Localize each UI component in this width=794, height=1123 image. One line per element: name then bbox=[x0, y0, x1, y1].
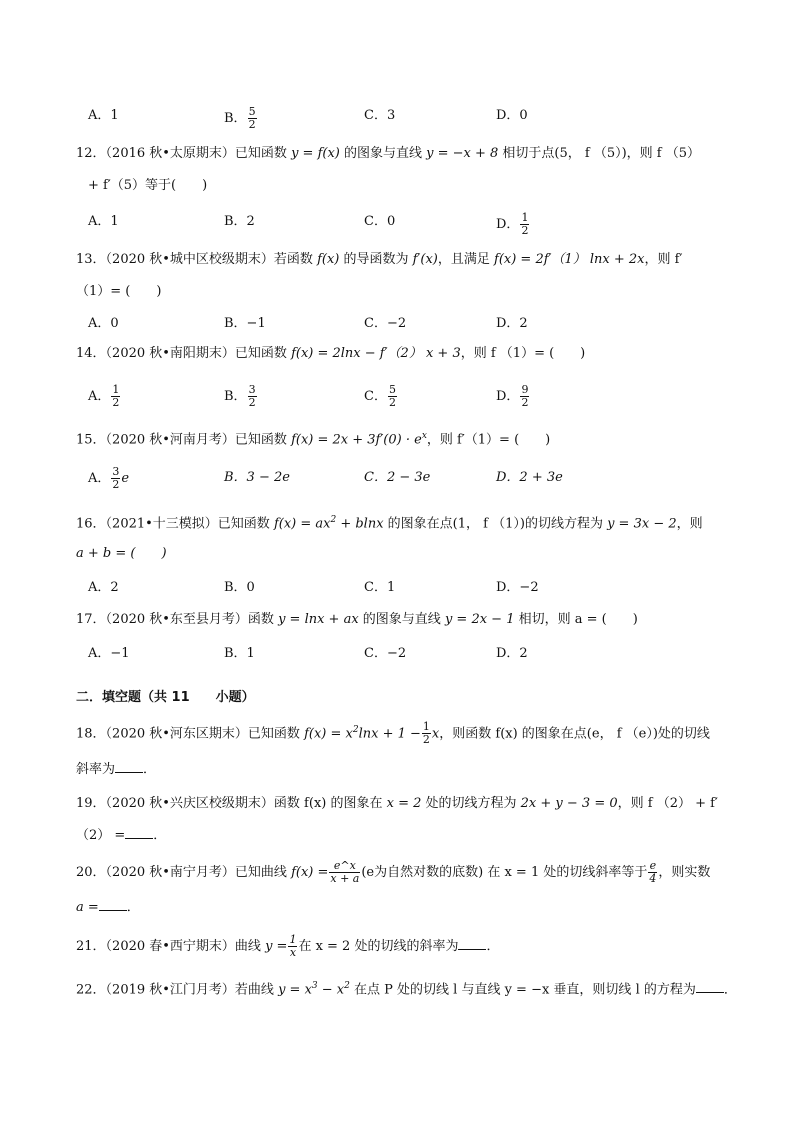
q17-stem bbox=[76, 610, 638, 630]
q15-option-a[interactable] bbox=[88, 466, 129, 491]
math: y = x bbox=[278, 982, 312, 998]
q13-stem-line2: （1）= ( ) bbox=[76, 284, 162, 299]
math: y = f(x) bbox=[291, 146, 340, 161]
fraction bbox=[111, 466, 120, 491]
text: ． bbox=[153, 828, 167, 843]
q17-option-a[interactable]: A．−1 bbox=[88, 646, 130, 661]
text: 在点 P 处的切线 l 与直线 y = −x 垂直，则切线 l 的方程为 bbox=[349, 982, 696, 998]
text: 处的切线方程为 bbox=[421, 796, 521, 811]
q11-option-b-fraction bbox=[248, 106, 257, 131]
superscript: 3 bbox=[311, 981, 318, 991]
math: f(x) bbox=[317, 252, 340, 267]
q15-option-b[interactable]: B．3 − 2e bbox=[224, 470, 290, 485]
q12-option-b[interactable]: B．2 bbox=[224, 214, 255, 229]
text: ． bbox=[126, 900, 140, 915]
q16-option-b[interactable]: B．0 bbox=[224, 580, 255, 595]
frac-den: 2 bbox=[248, 396, 256, 409]
q14-stem bbox=[76, 344, 585, 364]
q12-option-d-label: D． bbox=[496, 217, 520, 232]
q13-option-c[interactable]: C．−2 bbox=[364, 316, 407, 331]
q17-option-d[interactable]: D．2 bbox=[496, 646, 528, 661]
text: 18．（2020 秋•河东区期末）已知函数 bbox=[76, 726, 305, 742]
q11-option-d[interactable]: D．0 bbox=[496, 108, 528, 123]
fraction bbox=[422, 721, 431, 746]
text: ，则 f′（1）= ( ) bbox=[426, 432, 551, 448]
fraction bbox=[329, 860, 360, 885]
math: x = 2 bbox=[386, 796, 422, 811]
text: 15．（2020 秋•河南月考）已知函数 bbox=[76, 432, 292, 448]
q12-option-c[interactable]: C．0 bbox=[364, 214, 396, 229]
math: x bbox=[431, 726, 440, 742]
q12-option-d[interactable] bbox=[496, 212, 530, 237]
frac-num: 5 bbox=[388, 383, 396, 396]
text: ． bbox=[486, 939, 500, 954]
q16-option-d[interactable]: D．−2 bbox=[496, 580, 539, 595]
answer-blank[interactable] bbox=[115, 760, 143, 773]
math: y = bbox=[265, 939, 288, 954]
math: f(x) = 2x + 3f′(0) · e bbox=[291, 432, 422, 448]
math: f(x) = bbox=[291, 865, 329, 880]
fraction bbox=[520, 384, 529, 409]
text: ． bbox=[723, 982, 737, 998]
label: B． bbox=[224, 389, 247, 404]
q12-stem-line1 bbox=[76, 144, 700, 164]
q22-stem bbox=[76, 976, 737, 1000]
q11-option-a[interactable]: A．1 bbox=[88, 108, 119, 123]
answer-blank[interactable] bbox=[458, 937, 486, 950]
frac-num: 1 bbox=[289, 933, 297, 946]
section-title-fill-in: 二．填空题（共 11 小题） bbox=[76, 690, 255, 705]
math: + blnx bbox=[336, 516, 384, 532]
text: 17．（2020 秋•东至县月考）函数 bbox=[76, 612, 279, 627]
superscript: 2 bbox=[330, 515, 337, 525]
text: （2） = bbox=[76, 828, 126, 843]
text: ，则 bbox=[676, 516, 703, 532]
q15-option-d[interactable]: D．2 + 3e bbox=[496, 470, 563, 485]
label: A． bbox=[88, 389, 111, 404]
superscript: 2 bbox=[344, 981, 350, 991]
text: 22．（2019 秋•江门月考）若曲线 bbox=[76, 982, 279, 998]
q16-option-c[interactable]: C．1 bbox=[364, 580, 396, 595]
math: y = −x + 8 bbox=[426, 146, 499, 161]
label: A． bbox=[88, 471, 111, 486]
q17-option-c[interactable]: C．−2 bbox=[364, 646, 407, 661]
q16-option-a[interactable]: A．2 bbox=[88, 580, 119, 595]
math: e bbox=[121, 471, 130, 486]
math: 2x + y − 3 = 0 bbox=[520, 796, 618, 811]
text: ，且满足 bbox=[437, 252, 495, 267]
text: 的图象与直线 bbox=[339, 146, 427, 161]
text: (e为自然对数的底数) 在 x = 1 处的切线斜率等于 bbox=[361, 865, 648, 880]
text: 21．（2020 春•西宁期末）曲线 bbox=[76, 939, 266, 954]
frac-num: 1 bbox=[521, 211, 529, 224]
math: y = 2x − 1 bbox=[444, 612, 515, 627]
fraction bbox=[648, 860, 657, 885]
q19-stem-line2 bbox=[76, 826, 166, 846]
q18-stem-line2 bbox=[76, 760, 156, 780]
frac-den: 2 bbox=[112, 396, 120, 409]
q16-stem-line2: a + b = ( ) bbox=[76, 546, 167, 561]
text: ，则 f （2） + f′ bbox=[617, 796, 718, 811]
text: ，则 f′ bbox=[644, 252, 683, 267]
math: f(x) = x bbox=[304, 726, 353, 742]
text: 相切于点(5， f （5）)，则 f （5） bbox=[498, 146, 701, 161]
text: 16．（2021•十三模拟）已知函数 bbox=[76, 516, 274, 532]
text: 19．（2020 秋•兴庆区校级期末）函数 f(x) 的图象在 bbox=[76, 796, 387, 811]
frac-den: x bbox=[289, 946, 297, 959]
text: 12．（2016 秋•太原期末）已知函数 bbox=[76, 146, 292, 161]
math: y = lnx + ax bbox=[278, 612, 359, 627]
q11-option-b-label: B． bbox=[224, 111, 247, 126]
q12-stem-line2: + f′（5）等于( ) bbox=[88, 178, 208, 193]
q13-option-a[interactable]: A．0 bbox=[88, 316, 119, 331]
frac-num: 5 bbox=[248, 105, 256, 118]
q16-stem-line1 bbox=[76, 510, 703, 534]
q14-option-b[interactable] bbox=[224, 384, 258, 409]
math: f(x) = 2f′（1） lnx + 2x bbox=[494, 252, 645, 267]
fraction bbox=[288, 934, 297, 959]
math: y = 3x − 2 bbox=[607, 516, 677, 532]
frac-num: 3 bbox=[248, 383, 256, 396]
q14-option-d[interactable] bbox=[496, 384, 530, 409]
frac-den: 2 bbox=[388, 396, 396, 409]
frac-den: 4 bbox=[649, 872, 657, 885]
text: 的图象在点(1， f （1）)的切线方程为 bbox=[383, 516, 608, 532]
frac-den: 2 bbox=[521, 396, 529, 409]
q18-stem-line1 bbox=[76, 720, 710, 746]
label: C． bbox=[364, 389, 387, 404]
q15-stem bbox=[76, 426, 550, 450]
frac-num: 1 bbox=[112, 383, 120, 396]
q13-option-b[interactable]: B．−1 bbox=[224, 316, 266, 331]
text: 14．（2020 秋•南阳期末）已知函数 bbox=[76, 346, 292, 361]
text: ，则 f （1）= ( ) bbox=[460, 346, 586, 361]
q13-option-d[interactable]: D．2 bbox=[496, 316, 528, 331]
answer-blank[interactable] bbox=[99, 898, 127, 911]
math: − x bbox=[317, 982, 345, 998]
text: 相切，则 a = ( ) bbox=[514, 612, 638, 627]
text: ，则函数 f(x) 的图象在点(e， f （e）)处的切线 bbox=[439, 726, 710, 742]
q20-stem-line1 bbox=[76, 860, 710, 885]
q12-option-a[interactable]: A．1 bbox=[88, 214, 119, 229]
frac-num: 3 bbox=[112, 465, 120, 478]
q12-option-d-fraction bbox=[520, 212, 529, 237]
q20-stem-line2 bbox=[76, 898, 140, 918]
text: ． bbox=[143, 762, 157, 777]
answer-blank[interactable] bbox=[696, 980, 724, 993]
text: 在 x = 2 处的切线的斜率为 bbox=[298, 939, 459, 954]
text: 斜率为 bbox=[76, 762, 116, 777]
frac-den: 2 bbox=[248, 118, 256, 131]
q11-option-b[interactable] bbox=[224, 106, 258, 131]
frac-den: 2 bbox=[112, 478, 120, 491]
frac-den: 2 bbox=[521, 224, 529, 237]
q14-option-c[interactable] bbox=[364, 384, 398, 409]
frac-den: 2 bbox=[422, 733, 430, 747]
text: 的图象与直线 bbox=[358, 612, 445, 627]
text: 20．（2020 秋•南宁月考）已知曲线 bbox=[76, 865, 292, 880]
math: a = bbox=[76, 900, 99, 915]
text: ，则实数 bbox=[658, 865, 711, 880]
fraction bbox=[388, 384, 397, 409]
text: 13．（2020 秋•城中区校级期末）若函数 bbox=[76, 252, 318, 267]
fraction bbox=[111, 384, 120, 409]
q13-stem-line1 bbox=[76, 250, 682, 270]
frac-num: e^x bbox=[329, 860, 360, 873]
math: f(x) = ax bbox=[273, 516, 331, 532]
q15-option-c[interactable]: C．2 − 3e bbox=[364, 470, 431, 485]
frac-num: 1 bbox=[422, 720, 430, 734]
q14-option-a[interactable] bbox=[88, 384, 121, 409]
q11-option-c[interactable]: C．3 bbox=[364, 108, 396, 123]
answer-blank[interactable] bbox=[125, 826, 153, 839]
q21-stem bbox=[76, 934, 499, 959]
frac-num: 9 bbox=[521, 383, 529, 396]
math: lnx + 1 − bbox=[358, 726, 421, 742]
q19-stem-line1 bbox=[76, 794, 718, 814]
label: D． bbox=[496, 389, 520, 404]
q17-option-b[interactable]: B．1 bbox=[224, 646, 255, 661]
fraction bbox=[248, 384, 257, 409]
frac-den: x + a bbox=[330, 872, 360, 885]
superscript: 2 bbox=[352, 725, 359, 735]
text: 的导函数为 bbox=[339, 252, 413, 267]
math: f(x) = 2lnx − f′（2） x + 3 bbox=[291, 346, 461, 361]
superscript: x bbox=[421, 431, 427, 441]
math: f′(x) bbox=[412, 252, 438, 267]
frac-num: e bbox=[649, 859, 657, 872]
